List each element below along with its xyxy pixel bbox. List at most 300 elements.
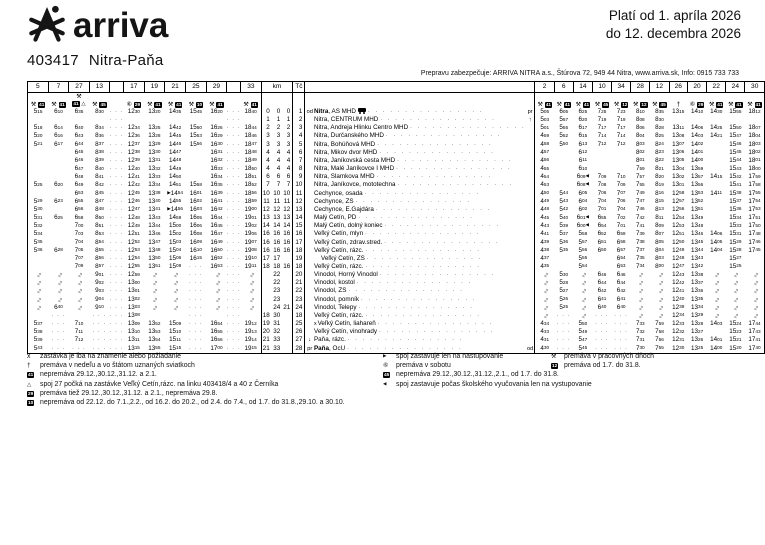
time-cell: $15^{00}$ bbox=[169, 222, 182, 230]
time-cell: $17^{40}$ bbox=[748, 344, 761, 352]
km-cell bbox=[282, 320, 293, 328]
time-cell: $9^{01}$ bbox=[95, 271, 104, 279]
km-cell: 4 bbox=[261, 149, 272, 157]
service-symbols bbox=[241, 93, 262, 109]
time-cell: $16^{56}$ bbox=[210, 336, 223, 344]
time-cell: · · · bbox=[109, 288, 124, 295]
time-cell: $6^{59}$ bbox=[616, 230, 626, 238]
time-cell: $14^{00}$ bbox=[710, 344, 723, 352]
stop-name: Vinodol, pomník bbox=[313, 295, 360, 303]
table-row bbox=[28, 173, 765, 181]
stop-cell: Nitra, CENTRUM MHD · · · · · · · · · · · · · · · · bbox=[313, 116, 497, 124]
service-symbols bbox=[186, 93, 207, 109]
od-pr-left bbox=[305, 181, 314, 189]
time-cell: $19^{06}$ bbox=[244, 230, 257, 238]
time-cell: $15^{09}$ bbox=[169, 320, 182, 328]
stop-cell: Nitra, Bohúňová MHD · · · · · · · · · · · · · · · · bbox=[313, 140, 493, 148]
time-cell: · · · bbox=[188, 296, 203, 303]
time-cell: $5^{32}$ bbox=[33, 222, 43, 230]
time-cell: $6^{55}$ bbox=[597, 214, 607, 222]
time-cell: ∿ bbox=[172, 280, 180, 287]
stop-name: Nitra, Ďurčanského MHD bbox=[313, 132, 384, 140]
table-row bbox=[28, 271, 765, 279]
time-cell: $13^{00}$ bbox=[127, 279, 140, 287]
time-cell: $17^{58}$ bbox=[748, 181, 761, 189]
time-cell: $8^{24}$ bbox=[655, 140, 664, 148]
od-pr-right bbox=[526, 279, 535, 287]
time-cell: $8^{48}$ bbox=[95, 205, 104, 213]
time-cell: $19^{12}$ bbox=[244, 320, 257, 328]
column-number: 29 bbox=[206, 82, 227, 93]
od-pr-left bbox=[305, 247, 314, 255]
time-cell bbox=[707, 165, 726, 173]
stop-cell: Vinodol, pomník · · · · · · · · · · · · · · · · bbox=[313, 295, 477, 303]
time-cell: $14^{10}$ bbox=[690, 108, 704, 115]
time-cell: $18^{59}$ bbox=[244, 197, 257, 205]
time-cell: $17^{48}$ bbox=[748, 230, 761, 238]
km-cell bbox=[261, 271, 272, 279]
time-cell bbox=[707, 206, 726, 214]
time-cell: · · · bbox=[109, 329, 124, 336]
table-row bbox=[28, 304, 765, 312]
time-cell: $19^{08}$ bbox=[244, 246, 257, 254]
time-cell: $15^{50}$ bbox=[189, 124, 202, 132]
time-cell: ∿ bbox=[579, 280, 587, 287]
time-cell: $14^{30}$ bbox=[710, 108, 723, 115]
od-pr-left bbox=[305, 206, 314, 214]
time-cell: $6^{23}$ bbox=[54, 197, 63, 205]
time-cell: ∿ bbox=[732, 296, 740, 303]
time-cell: $13^{48}$ bbox=[148, 246, 161, 254]
km-cell: 21 bbox=[283, 303, 291, 311]
time-cell: $13^{25}$ bbox=[148, 124, 161, 132]
time-cell: ∿ bbox=[732, 304, 740, 311]
time-cell: $5^{15}$ bbox=[33, 108, 43, 115]
tc-cell: 10 bbox=[293, 181, 305, 189]
time-cell: $7^{07}$ bbox=[616, 189, 626, 197]
time-cell: $18^{04}$ bbox=[748, 132, 761, 140]
time-cell: $7^{55}$ bbox=[635, 181, 645, 189]
service-symbols bbox=[612, 93, 631, 109]
time-cell: ∿ bbox=[55, 288, 63, 295]
time-cell: $7^{34}$ bbox=[635, 262, 645, 270]
spacer bbox=[261, 93, 272, 109]
stop-cell: Veľký Cetín, rázc. · · · · · · · · · · · · · · · · bbox=[313, 311, 482, 319]
time-cell: $7^{58}$ bbox=[655, 328, 664, 336]
workdays-icon: ⚒ bbox=[747, 101, 753, 108]
time-cell: · · · bbox=[614, 329, 629, 336]
time-cell: $13^{32}$ bbox=[148, 165, 161, 173]
time-cell: · · · bbox=[92, 321, 107, 328]
time-cell: $15^{06}$ bbox=[169, 254, 182, 262]
time-cell: $5^{37}$ bbox=[33, 320, 43, 328]
time-cell: ∿ bbox=[535, 279, 554, 287]
alighting-only-icon: ◀ bbox=[585, 173, 589, 179]
time-cell: · · · bbox=[109, 117, 124, 124]
time-cell: ∿ bbox=[75, 304, 83, 311]
workdays-icon: ⚒ bbox=[594, 101, 601, 108]
time-cell: $6^{05}$ bbox=[578, 189, 588, 197]
time-cell bbox=[745, 263, 765, 271]
od-pr-right: pr bbox=[527, 109, 533, 115]
km-cell: 3 bbox=[276, 140, 281, 148]
time-cell: $13^{03}$ bbox=[127, 303, 140, 311]
km-cell: 21 bbox=[262, 336, 270, 344]
time-cell: $6^{05}$ bbox=[559, 108, 569, 115]
time-cell: $9^{04}$ bbox=[95, 295, 104, 303]
time-cell: $8^{21}$ bbox=[655, 165, 664, 173]
time-cell: ∿ bbox=[247, 280, 255, 287]
km-cell: 0 bbox=[261, 108, 272, 116]
time-cell: $5^{55}$ bbox=[559, 124, 569, 132]
stop-name: Vinodol, kostol bbox=[313, 279, 355, 287]
tc-cell: 7 bbox=[293, 157, 305, 165]
table-row bbox=[28, 124, 765, 132]
od-pr-left bbox=[305, 230, 314, 238]
tc-cell: 21 bbox=[293, 279, 305, 287]
time-cell: $6^{00}◀$ bbox=[576, 222, 589, 230]
km-cell: 14 bbox=[273, 222, 281, 230]
footnote-29-icon: 29 bbox=[28, 390, 34, 396]
time-cell: ∿ bbox=[579, 272, 587, 279]
time-cell: $13^{43}$ bbox=[690, 254, 704, 262]
time-cell: $7^{04}$ bbox=[74, 238, 84, 246]
km-cell: 13 bbox=[262, 214, 270, 222]
time-cell: $15^{47}$ bbox=[729, 132, 742, 140]
time-cell: $5^{27}$ bbox=[559, 287, 569, 295]
time-cell: $14^{35}$ bbox=[169, 108, 182, 115]
time-cell bbox=[28, 263, 49, 271]
table-row bbox=[28, 116, 765, 124]
time-cell: ∿ bbox=[35, 288, 43, 295]
time-cell: $4^{48}$ bbox=[535, 206, 554, 214]
legend-text: nepremáva 29.12.,30.12.,31.12.,2.1., od 1.7. do 31.8. bbox=[396, 371, 559, 379]
time-cell: · · · bbox=[109, 255, 124, 262]
od-pr-right bbox=[526, 320, 535, 328]
time-cell: $4^{49}$ bbox=[535, 198, 554, 206]
tc-cell: 5 bbox=[293, 141, 305, 149]
time-cell: $5^{30}$ bbox=[33, 205, 43, 213]
time-cell bbox=[48, 230, 69, 238]
time-cell: · · · bbox=[556, 337, 571, 344]
km-cell: 4 bbox=[276, 165, 281, 173]
km-cell bbox=[282, 296, 293, 304]
time-cell: $12^{50}$ bbox=[672, 238, 685, 246]
stop-name: Vinodol, Telepy bbox=[313, 303, 357, 311]
saturday-icon: ⑥ bbox=[689, 101, 696, 108]
workdays-icon: ⚒ bbox=[147, 101, 153, 108]
od-pr-right bbox=[526, 304, 535, 312]
time-cell: $5^{56}$ bbox=[578, 246, 588, 254]
time-cell: $8^{07}$ bbox=[655, 230, 664, 238]
time-cell: $16^{39}$ bbox=[210, 189, 223, 197]
stop-name: Paňa, OcÚ bbox=[313, 344, 346, 352]
workdays-icon: ⚒ bbox=[209, 101, 215, 108]
legend-item bbox=[383, 380, 592, 389]
time-cell: ∿ bbox=[535, 312, 554, 320]
time-cell: ∿ bbox=[75, 272, 83, 279]
time-cell: $15^{45}$ bbox=[189, 108, 202, 115]
time-cell: $6^{35}$ bbox=[74, 108, 84, 115]
time-cell: $7^{00}$ bbox=[74, 222, 84, 230]
time-cell: $5^{39}$ bbox=[559, 222, 569, 230]
od-pr-right: od bbox=[526, 345, 534, 352]
time-cell: $19^{14}$ bbox=[244, 336, 257, 344]
time-cell: · · · bbox=[188, 288, 203, 295]
time-cell: ∿ bbox=[713, 296, 721, 303]
time-cell: $12^{33}$ bbox=[672, 320, 685, 328]
time-cell: $7^{03}$ bbox=[74, 230, 84, 238]
saturday-icon: ⑥ bbox=[383, 362, 389, 370]
km-cell: 3 bbox=[261, 132, 272, 140]
time-cell: · · · bbox=[188, 263, 203, 270]
time-cell: $16^{26}$ bbox=[210, 124, 223, 132]
time-cell bbox=[206, 312, 227, 320]
workdays-icon: ⚒ bbox=[188, 101, 195, 108]
time-cell: ∿ bbox=[151, 280, 159, 287]
time-cell: $13^{28}$ bbox=[148, 132, 161, 140]
time-cell bbox=[612, 157, 631, 165]
stop-name: Nitra, Slamkova MHD bbox=[313, 173, 375, 181]
time-cell: $13^{52}$ bbox=[148, 320, 161, 328]
time-cell: $7^{59}$ bbox=[655, 320, 664, 328]
km-cell: 0 bbox=[286, 108, 291, 115]
boarding-only-icon: ▶ bbox=[167, 189, 171, 195]
time-cell: $5^{58}$ bbox=[578, 230, 588, 238]
time-cell: $7^{12}$ bbox=[597, 140, 607, 148]
time-cell: $15^{04}$ bbox=[169, 246, 182, 254]
time-cell: $7^{09}$ bbox=[74, 262, 84, 270]
time-cell: $13^{09}$ bbox=[127, 320, 140, 328]
legend-column-3 bbox=[551, 352, 654, 370]
time-cell: · · · bbox=[109, 296, 124, 303]
time-cell: · · · bbox=[109, 206, 124, 213]
stop-name: Veľký Cetín, ZŠ bbox=[320, 254, 365, 262]
time-cell: $7^{10}$ bbox=[616, 173, 626, 181]
time-cell: · · · bbox=[226, 239, 241, 246]
time-cell: $13^{33}$ bbox=[148, 173, 161, 181]
time-cell: ∿ bbox=[732, 312, 740, 319]
workdays-icon: ⚒ bbox=[728, 101, 734, 108]
spacer bbox=[282, 93, 293, 109]
km-cell: 16 bbox=[283, 230, 291, 238]
time-cell: $17^{00}$ bbox=[210, 344, 223, 352]
time-cell: $13^{42}$ bbox=[690, 262, 704, 270]
tc-cell: 6 bbox=[293, 149, 305, 157]
time-cell: $6^{44}$ bbox=[74, 140, 84, 148]
stop-cell: Nitra, Mikov dvor MHD · · · · · · · · · · · · · · · · bbox=[313, 148, 495, 156]
od-pr-right bbox=[526, 255, 535, 263]
time-cell: $6^{58}$ bbox=[616, 238, 626, 246]
stop-name: Veľký Cetín, rázc. bbox=[313, 311, 364, 319]
time-cell: $12^{32}$ bbox=[672, 328, 685, 336]
time-cell: $6^{58}$ bbox=[74, 214, 84, 222]
time-cell: $12^{30}$ bbox=[672, 344, 685, 352]
time-cell: $12^{57}$ bbox=[672, 197, 685, 205]
time-cell: $16^{35}$ bbox=[210, 181, 223, 189]
time-cell: $13^{06}$ bbox=[672, 148, 685, 156]
time-cell: · · · bbox=[595, 321, 609, 328]
arriva-tree-icon bbox=[26, 4, 68, 48]
km-cell bbox=[282, 271, 293, 279]
legend-text: nepremáva od 22.12. do 7.1.,2.2., od 16.2. do 20.2., od 2.4. do 7.4., od 1.7. do 31.8.,29.10. a 30.10. bbox=[40, 398, 345, 406]
time-cell: $6^{17}$ bbox=[578, 124, 588, 132]
time-cell: $6^{40}$ bbox=[616, 303, 626, 311]
time-cell: ∿ bbox=[151, 304, 159, 311]
time-cell: $13^{36}$ bbox=[690, 287, 704, 295]
time-cell: $5^{05}$ bbox=[535, 108, 554, 116]
time-cell: $13^{15}$ bbox=[127, 344, 140, 352]
time-cell: $16^{08}$ bbox=[189, 230, 202, 238]
time-cell bbox=[69, 312, 89, 320]
spacer bbox=[314, 93, 526, 109]
time-cell: $18^{49}$ bbox=[244, 156, 257, 164]
time-cell: $5^{39}$ bbox=[33, 336, 43, 344]
table-row bbox=[28, 247, 765, 255]
time-cell: $8^{08}$ bbox=[635, 116, 645, 124]
time-cell: $15^{58}$ bbox=[189, 181, 202, 189]
od-pr-left bbox=[305, 190, 314, 198]
time-cell: $17^{50}$ bbox=[748, 222, 761, 230]
time-cell: $▶14^{56}$ bbox=[167, 205, 183, 213]
time-cell: $6^{42}$ bbox=[597, 287, 607, 295]
time-cell bbox=[48, 239, 69, 247]
time-cell: $7^{38}$ bbox=[635, 238, 645, 246]
time-cell: $6^{10}$ bbox=[578, 165, 588, 173]
time-cell: $5^{45}$ bbox=[578, 344, 588, 352]
od-pr-left bbox=[305, 312, 314, 320]
time-cell bbox=[48, 263, 69, 271]
time-cell: $12^{43}$ bbox=[672, 271, 685, 279]
time-cell: ∿ bbox=[656, 304, 664, 311]
od-pr-left bbox=[305, 255, 314, 263]
time-cell: $13^{47}$ bbox=[148, 238, 161, 246]
time-cell: $17^{43}$ bbox=[748, 328, 761, 336]
time-cell: $15^{08}$ bbox=[169, 262, 182, 270]
sunday-holiday-icon: † bbox=[27, 362, 31, 370]
time-cell: $7^{59}$ bbox=[635, 165, 645, 173]
time-cell: $9^{03}$ bbox=[95, 287, 104, 295]
workdays-icon: ⚒ bbox=[30, 101, 37, 108]
time-cell: $8^{37}$ bbox=[95, 140, 104, 148]
time-cell: $4^{57}$ bbox=[535, 149, 554, 157]
table-row bbox=[28, 239, 765, 247]
time-cell: $6^{50}$ bbox=[597, 246, 607, 254]
time-cell: $13^{28}$ bbox=[690, 320, 704, 328]
km-cell: 16 bbox=[283, 246, 291, 254]
km-cell bbox=[282, 255, 293, 263]
time-cell bbox=[48, 157, 69, 165]
time-cell: $6^{13}$ bbox=[578, 140, 588, 148]
time-cell: $12^{47}$ bbox=[127, 205, 140, 213]
time-cell: $14^{15}$ bbox=[710, 173, 723, 181]
time-cell bbox=[28, 165, 49, 173]
time-cell bbox=[48, 116, 69, 124]
time-cell bbox=[48, 165, 69, 173]
time-cell: · · · bbox=[109, 149, 124, 156]
time-cell bbox=[707, 198, 726, 206]
time-cell: $13^{52}$ bbox=[690, 197, 704, 205]
time-cell: ∿ bbox=[751, 312, 759, 319]
stop-cell: Veľký Cetín, mlyn · · · · · · · · · · · · · · · · bbox=[313, 230, 481, 238]
time-cell: ∿ bbox=[213, 272, 221, 279]
time-cell: · · · bbox=[556, 312, 571, 319]
time-cell: $6^{08}◀$ bbox=[576, 181, 589, 189]
time-cell: $14^{03}$ bbox=[710, 320, 723, 328]
time-cell: $5^{37}$ bbox=[559, 230, 569, 238]
time-cell: $16^{54}$ bbox=[210, 320, 223, 328]
time-cell: · · · bbox=[188, 321, 203, 328]
time-cell: · · · bbox=[109, 109, 124, 115]
time-cell: · · · bbox=[226, 109, 241, 115]
service-symbols bbox=[89, 93, 110, 109]
request-stop-icon: x bbox=[27, 353, 31, 360]
validity-from: Platí od 1. apríla 2026 bbox=[608, 8, 741, 23]
column-number: 2 bbox=[535, 82, 554, 93]
time-cell: ∿ bbox=[579, 288, 587, 295]
time-cell: $4^{35}$ bbox=[535, 263, 554, 271]
time-cell: ∿ bbox=[35, 304, 43, 311]
stop-name: Nitra, Janíkovce, mototechna bbox=[313, 181, 396, 189]
od-pr-left bbox=[305, 116, 314, 124]
time-cell: ∿ bbox=[535, 296, 554, 304]
time-cell: $14^{51}$ bbox=[169, 181, 182, 189]
legend-item bbox=[27, 370, 345, 379]
km-cell: 23 bbox=[273, 287, 281, 295]
time-cell: $17^{54}$ bbox=[748, 197, 761, 205]
time-cell: ∿ bbox=[172, 272, 180, 279]
time-cell: $6^{54}$ bbox=[597, 222, 607, 230]
time-cell: $6^{53}$ bbox=[616, 262, 626, 270]
km-cell bbox=[282, 287, 293, 295]
time-cell: · · · bbox=[109, 182, 124, 189]
time-cell: · · · bbox=[109, 239, 124, 246]
time-cell: ∿ bbox=[637, 304, 645, 311]
time-cell: $7^{14}$ bbox=[597, 132, 607, 140]
time-cell: $4^{50}$ bbox=[535, 190, 554, 198]
time-cell: $15^{10}$ bbox=[169, 328, 182, 336]
time-cell: · · · bbox=[109, 125, 124, 132]
legend-item bbox=[27, 389, 345, 398]
km-cell: 4 bbox=[276, 156, 281, 164]
time-cell: $15^{33}$ bbox=[729, 222, 742, 230]
time-cell: $19^{07}$ bbox=[244, 238, 257, 246]
footnote-41-icon: 41 bbox=[217, 102, 223, 107]
time-cell: $5^{57}$ bbox=[578, 238, 588, 246]
column-number: 33 bbox=[241, 82, 262, 93]
time-cell: $16^{01}$ bbox=[189, 189, 202, 197]
time-cell bbox=[186, 157, 207, 165]
time-cell: $19^{10}$ bbox=[244, 254, 257, 262]
time-cell: $13^{43}$ bbox=[148, 214, 161, 222]
time-cell: · · · bbox=[109, 304, 124, 311]
km-cell: 16 bbox=[262, 246, 270, 254]
tc-cell: 16 bbox=[293, 230, 305, 238]
time-cell: · · · bbox=[109, 215, 124, 222]
workdays-icon: ⚒ bbox=[708, 101, 715, 108]
km-cell: 11 bbox=[273, 197, 281, 205]
time-cell: · · · bbox=[595, 345, 609, 352]
time-cell: $4^{39}$ bbox=[535, 239, 554, 247]
time-cell: $9^{10}$ bbox=[95, 303, 104, 311]
stop-cell: Čechynce, osada · · · · · · · · · · · · · · · · bbox=[313, 189, 481, 197]
km-cell: 3 bbox=[286, 140, 291, 148]
time-cell: $13^{38}$ bbox=[148, 189, 161, 197]
time-cell: $13^{01}$ bbox=[672, 181, 685, 189]
od-pr-right bbox=[526, 271, 535, 279]
connection-triangle-icon: △ bbox=[27, 381, 32, 388]
time-cell: $8^{01}$ bbox=[635, 156, 645, 164]
